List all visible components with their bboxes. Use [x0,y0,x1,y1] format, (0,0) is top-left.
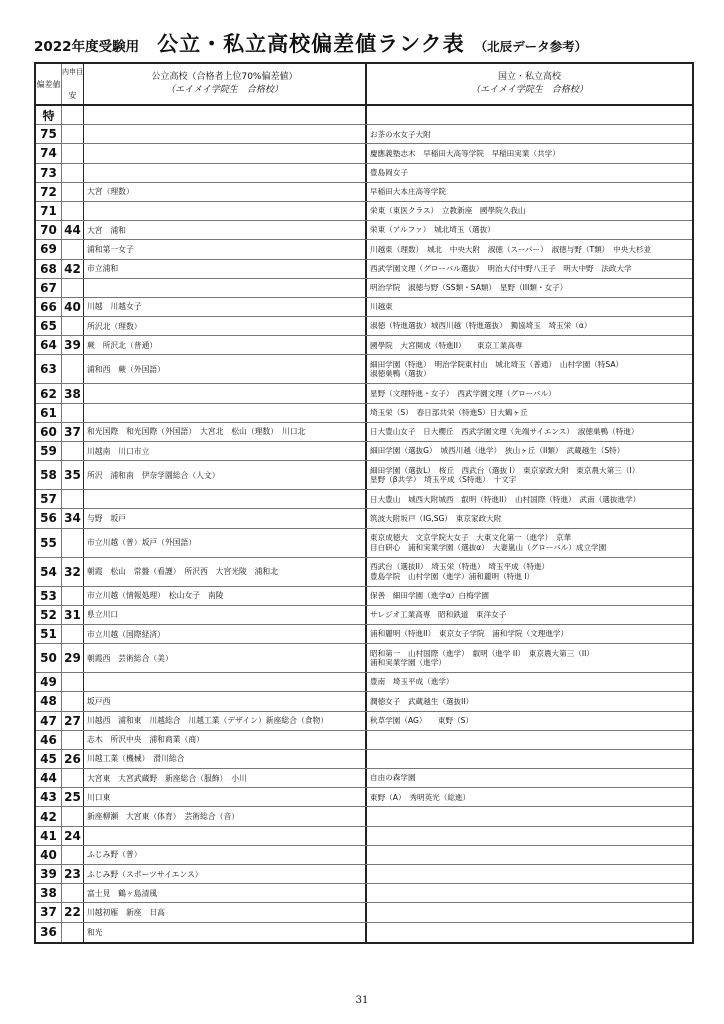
table-header-row [36,64,692,106]
naishin-cell [62,846,84,864]
deviation-cell: 50 [36,644,62,672]
private-schools-line: お茶の水女子大附 [370,129,431,139]
private-schools-line: 目白研心 浦和実業学園（選抜α） 大妻嵐山（グローバル）成立学園 [370,542,607,552]
naishin-cell [62,106,84,124]
deviation-cell: 48 [36,692,62,710]
naishin-cell: 39 [62,336,84,354]
public-schools-cell [84,164,367,182]
public-schools-cell [84,384,367,402]
private-schools-cell [367,625,692,643]
private-schools-line: 細田学園（特進） 明治学院東村山 城北埼玉（普通） 山村学園（特SA） [370,359,624,369]
public-schools-cell: 浦和西 蕨（外国語） [84,355,367,383]
private-schools-cell [367,384,692,402]
table-row [36,461,692,490]
naishin-cell [62,404,84,422]
header-private-sub: （エイメイ学院生 合格校） [471,85,588,95]
table-row [36,221,692,240]
public-schools-cell [84,673,367,691]
naishin-cell: 24 [62,827,84,845]
table-row [36,731,692,750]
private-schools-cell [367,317,692,335]
public-schools-cell: 大宮東 大宮武蔵野 新座総合（服飾） 小川 [84,769,367,787]
public-schools-cell: 蕨 所沢北（普通） [84,336,367,354]
private-schools-line: 早稲田大本庄高等学院 [370,187,446,197]
private-schools-cell [367,731,692,749]
deviation-cell: 59 [36,442,62,460]
table-row [36,865,692,884]
deviation-cell: 58 [36,461,62,489]
private-schools-line: 昭和第一 山村国際（進学） 叡明（進学 II） 東京農大第三（II） [370,648,594,658]
private-schools-line: 豊島岡女子 [370,167,408,177]
naishin-cell: 31 [62,606,84,624]
private-schools-cell [367,846,692,864]
public-schools-cell [84,125,367,143]
private-schools-line: 川越東（理数） 城北 中央大附 淑徳（スーパー） 淑徳与野（T類） 中央大杉並 [370,244,652,254]
naishin-cell [62,625,84,643]
private-schools-line: 日大豊山 城西大附城西 叡明（特進II） 山村国際（特進） 武南（選抜進学） [370,494,641,504]
naishin-cell [62,731,84,749]
table-row [36,587,692,606]
naishin-cell [62,279,84,297]
naishin-cell: 38 [62,384,84,402]
deviation-cell: 36 [36,923,62,942]
deviation-cell: 54 [36,558,62,586]
naishin-cell [62,442,84,460]
private-schools-cell [367,788,692,806]
naishin-cell: 22 [62,903,84,921]
deviation-cell: 70 [36,221,62,239]
header-naishin-top: 内申目 [62,68,83,76]
naishin-cell [62,125,84,143]
private-schools-line: 浦和麗明（特進II） 東京女子学院 浦和学院（文理進学） [370,629,569,639]
table-row [36,125,692,144]
private-schools-cell [367,404,692,422]
deviation-cell: 62 [36,384,62,402]
public-schools-cell [84,827,367,845]
public-schools-cell: 川口東 [84,788,367,806]
deviation-cell: 67 [36,279,62,297]
public-schools-cell [84,106,367,124]
deviation-cell: 44 [36,769,62,787]
private-schools-cell [367,461,692,489]
public-schools-cell: 市立川越（国際経済） [84,625,367,643]
private-schools-line: 東京成徳大 文京学院大女子 大東文化第一（進学） 京華 [370,533,572,543]
private-schools-cell [367,807,692,825]
private-schools-line: 自由の森学園 [370,773,416,783]
private-schools-line: 星野（文理特進・女子） 西武学園文理（グローバル） [370,388,556,398]
private-schools-line: 秋草学園（AG） 東野（S） [370,715,474,725]
deviation-cell: 69 [36,240,62,258]
table-row [36,884,692,903]
deviation-cell: 46 [36,731,62,749]
naishin-cell [62,923,84,942]
public-schools-cell: 志木 所沢中央 浦和商業（商） [84,731,367,749]
table-row [36,240,692,259]
private-schools-line: 星野（β共学） 埼玉平成（S特進） 十文字 [370,475,517,485]
table-row [36,625,692,644]
page-title: 公立・私立高校偏差値ランク表 [157,32,465,56]
private-schools-cell [367,260,692,278]
private-schools-cell [367,240,692,258]
table-row [36,355,692,384]
deviation-cell: 55 [36,529,62,557]
public-schools-cell: 坂戸西 [84,692,367,710]
private-schools-line: 埼玉栄（S） 春日部共栄（特進S）日大鶴ヶ丘 [370,407,528,417]
naishin-cell [62,317,84,335]
private-schools-cell [367,442,692,460]
public-schools-cell: 富士見 鶴ヶ島清風 [84,884,367,902]
private-schools-cell [367,106,692,124]
deviation-cell: 60 [36,423,62,441]
private-schools-cell [367,183,692,201]
table-row [36,404,692,423]
header-private-title: 国立・私立高校 [497,72,561,83]
deviation-cell: 52 [36,606,62,624]
table-row [36,673,692,692]
public-schools-cell: 市立浦和 [84,260,367,278]
private-schools-cell [367,827,692,845]
naishin-cell: 44 [62,221,84,239]
naishin-cell [62,692,84,710]
deviation-cell: 75 [36,125,62,143]
private-schools-line: 川越東 [370,302,393,312]
naishin-cell [62,529,84,557]
private-schools-line: 東野（A） 秀明英光（総進） [370,792,471,802]
header-public [84,64,367,104]
page-number: 31 [355,995,369,1006]
public-schools-cell: 市立川越（情報処理） 松山女子 南陵 [84,587,367,605]
public-schools-cell: 大宮（理数） [84,183,367,201]
header-private [367,64,692,104]
private-schools-line: 淑徳巣鴨（選抜） [370,369,431,379]
naishin-cell: 34 [62,509,84,527]
header-naishin-bottom: 安 [68,91,77,100]
deviation-cell: 38 [36,884,62,902]
private-schools-line: 栄東（東医クラス） 立教新座 國學院久我山 [370,206,526,216]
private-schools-line: 西武学園文理（グローバル選抜） 明治大付中野八王子 明大中野 法政大学 [370,263,632,273]
private-schools-cell [367,355,692,383]
deviation-cell: 63 [36,355,62,383]
table-row [36,788,692,807]
public-schools-cell: 大宮 浦和 [84,221,367,239]
private-schools-cell [367,644,692,672]
naishin-cell [62,807,84,825]
private-schools-cell [367,923,692,942]
deviation-cell: 68 [36,260,62,278]
public-schools-cell: 与野 坂戸 [84,509,367,527]
header-public-title: 公立高校（合格者上位70%偏差値） [151,72,298,83]
private-schools-line: サレジオ工業高専 昭和鉄道 東洋女子 [370,610,507,620]
private-schools-cell [367,164,692,182]
public-schools-cell [84,490,367,508]
naishin-cell: 42 [62,260,84,278]
private-schools-line: 明治学院 淑徳与野（SS類・SA類） 星野（III類・女子） [370,283,568,293]
naishin-cell [62,673,84,691]
public-schools-cell: 和光 [84,923,367,942]
naishin-cell [62,884,84,902]
deviation-cell: 39 [36,865,62,883]
private-schools-cell [367,490,692,508]
private-schools-line: 國學院 大宮開成（特進II） 東京工業高専 [370,340,523,350]
deviation-cell: 37 [36,903,62,921]
table-row [36,490,692,509]
table-row [36,692,692,711]
naishin-cell [62,164,84,182]
table-row [36,529,692,558]
deviation-cell: 56 [36,509,62,527]
private-schools-line: 細田学園（選抜G） 城西川越（進学） 狭山ヶ丘（II類） 武蔵越生（S特） [370,446,625,456]
table-row [36,279,692,298]
private-schools-cell [367,202,692,220]
public-schools-cell [84,144,367,162]
private-schools-line: 栄東（アルファ） 城北埼玉（選抜） [370,225,495,235]
naishin-cell: 23 [62,865,84,883]
private-schools-cell [367,298,692,316]
deviation-cell: 71 [36,202,62,220]
public-schools-cell: ふじみ野（普） [84,846,367,864]
deviation-cell: 45 [36,750,62,768]
public-schools-cell: 市立川越（普）坂戸（外国語） [84,529,367,557]
naishin-cell: 29 [62,644,84,672]
table-row [36,712,692,731]
deviation-cell: 41 [36,827,62,845]
table-row [36,606,692,625]
table-row [36,846,692,865]
private-schools-cell [367,884,692,902]
table-row [36,384,692,403]
deviation-cell: 66 [36,298,62,316]
private-schools-cell [367,673,692,691]
private-schools-line: 潤徳女子 武蔵越生（選抜II） [370,696,474,706]
deviation-cell: 74 [36,144,62,162]
table-row [36,336,692,355]
private-schools-cell [367,558,692,586]
page-header [34,28,694,58]
header-naishin [62,64,84,104]
table-row [36,509,692,528]
private-schools-cell [367,750,692,768]
deviation-cell: 61 [36,404,62,422]
table-body [36,106,692,942]
private-schools-line: 豊島学院 山村学園（進学）浦和麗明（特進 I） [370,571,535,581]
private-schools-line: 西武台（選抜II） 埼玉栄（特進） 埼玉平成（特進） [370,562,550,572]
private-schools-cell [367,125,692,143]
public-schools-cell: 新座柳瀬 大宮東（体育） 芸術総合（音） [84,807,367,825]
deviation-cell: 49 [36,673,62,691]
private-schools-cell [367,692,692,710]
table-row [36,144,692,163]
public-schools-cell: 川越 川越女子 [84,298,367,316]
table-row [36,558,692,587]
deviation-cell: 51 [36,625,62,643]
table-row [36,923,692,942]
private-schools-line: 細田学園（選抜L） 桜丘 西武台（選抜 I） 東京家政大附 東京農大第三（Ⅰ） [370,465,640,475]
public-schools-cell: 所沢 浦和南 伊奈学園総合（人文） [84,461,367,489]
naishin-cell [62,240,84,258]
private-schools-cell [367,423,692,441]
naishin-cell: 32 [62,558,84,586]
private-schools-cell [367,712,692,730]
deviation-cell: 72 [36,183,62,201]
private-schools-line: 保善 細田学園（進学α）白梅学園 [370,590,489,600]
naishin-cell: 35 [62,461,84,489]
public-schools-cell [84,202,367,220]
deviation-cell: 73 [36,164,62,182]
private-schools-cell [367,279,692,297]
private-schools-line: 筑波大附坂戸（IG,SG） 東京家政大附 [370,513,502,523]
naishin-cell [62,769,84,787]
public-schools-cell: 浦和第一女子 [84,240,367,258]
private-schools-cell [367,529,692,557]
private-schools-cell [367,769,692,787]
public-schools-cell: 川越南 川口市立 [84,442,367,460]
public-schools-cell: 川越初雁 新座 日高 [84,903,367,921]
deviation-cell: 57 [36,490,62,508]
naishin-cell: 37 [62,423,84,441]
deviation-cell: 64 [36,336,62,354]
private-schools-line: 豊南 埼玉平成（進学） [370,677,454,687]
deviation-cell: 特 [36,106,62,124]
private-schools-cell [367,336,692,354]
private-schools-cell [367,587,692,605]
table-row [36,260,692,279]
naishin-cell [62,587,84,605]
table-row [36,164,692,183]
table-row [36,442,692,461]
table-row [36,202,692,221]
naishin-cell [62,202,84,220]
table-row [36,298,692,317]
rank-table [34,62,694,944]
private-schools-line: 慶應義塾志木 早稲田大高等学院 早稲田実業（共学） [370,148,560,158]
public-schools-cell [84,279,367,297]
table-row [36,644,692,673]
private-schools-cell [367,865,692,883]
table-row [36,903,692,922]
table-row [36,423,692,442]
naishin-cell: 26 [62,750,84,768]
private-schools-cell [367,221,692,239]
table-row [36,317,692,336]
private-schools-line: 浦和実業学園（進学） [370,658,446,668]
naishin-cell [62,490,84,508]
table-row [36,807,692,826]
public-schools-cell: 県立川口 [84,606,367,624]
table-row [36,183,692,202]
naishin-cell [62,355,84,383]
deviation-cell: 42 [36,807,62,825]
naishin-cell: 25 [62,788,84,806]
public-schools-cell: 所沢北（理数） [84,317,367,335]
public-schools-cell: 川越西 浦和東 川越総合 川越工業（デザイン）新座総合（食物） [84,712,367,730]
table-row [36,769,692,788]
naishin-cell [62,144,84,162]
public-schools-cell: 和光国際 和光国際（外国語） 大宮北 松山（理数） 川口北 [84,423,367,441]
private-schools-cell [367,903,692,921]
header-public-sub: （エイメイ学院生 合格校） [166,85,283,95]
public-schools-cell: ふじみ野（スポーツサイエンス） [84,865,367,883]
naishin-cell: 27 [62,712,84,730]
header-deviation: 偏差値 [36,64,62,104]
deviation-cell: 47 [36,712,62,730]
private-schools-line: 日大豊山女子 日大櫻丘 西武学園文理（先端サイエンス） 淑徳巣鴨（特進） [370,427,639,437]
private-schools-cell [367,606,692,624]
table-row [36,106,692,125]
deviation-cell: 43 [36,788,62,806]
naishin-cell: 40 [62,298,84,316]
public-schools-cell: 朝霞西 芸術総合（美） [84,644,367,672]
deviation-cell: 53 [36,587,62,605]
private-schools-line: 淑徳（特進選抜）城西川越（特進選抜） 獨協埼玉 埼玉栄（α） [370,321,592,331]
table-row [36,827,692,846]
naishin-cell [62,183,84,201]
deviation-cell: 40 [36,846,62,864]
public-schools-cell: 朝霞 松山 常盤（看護） 所沢西 大宮光陵 浦和北 [84,558,367,586]
private-schools-cell [367,144,692,162]
public-schools-cell [84,404,367,422]
title-year: 2022年度受験用 [34,39,140,55]
private-schools-cell [367,509,692,527]
table-row [36,750,692,769]
title-source-note: （北辰データ参考） [474,39,588,54]
public-schools-cell: 川越工業（機械） 滑川総合 [84,750,367,768]
deviation-cell: 65 [36,317,62,335]
